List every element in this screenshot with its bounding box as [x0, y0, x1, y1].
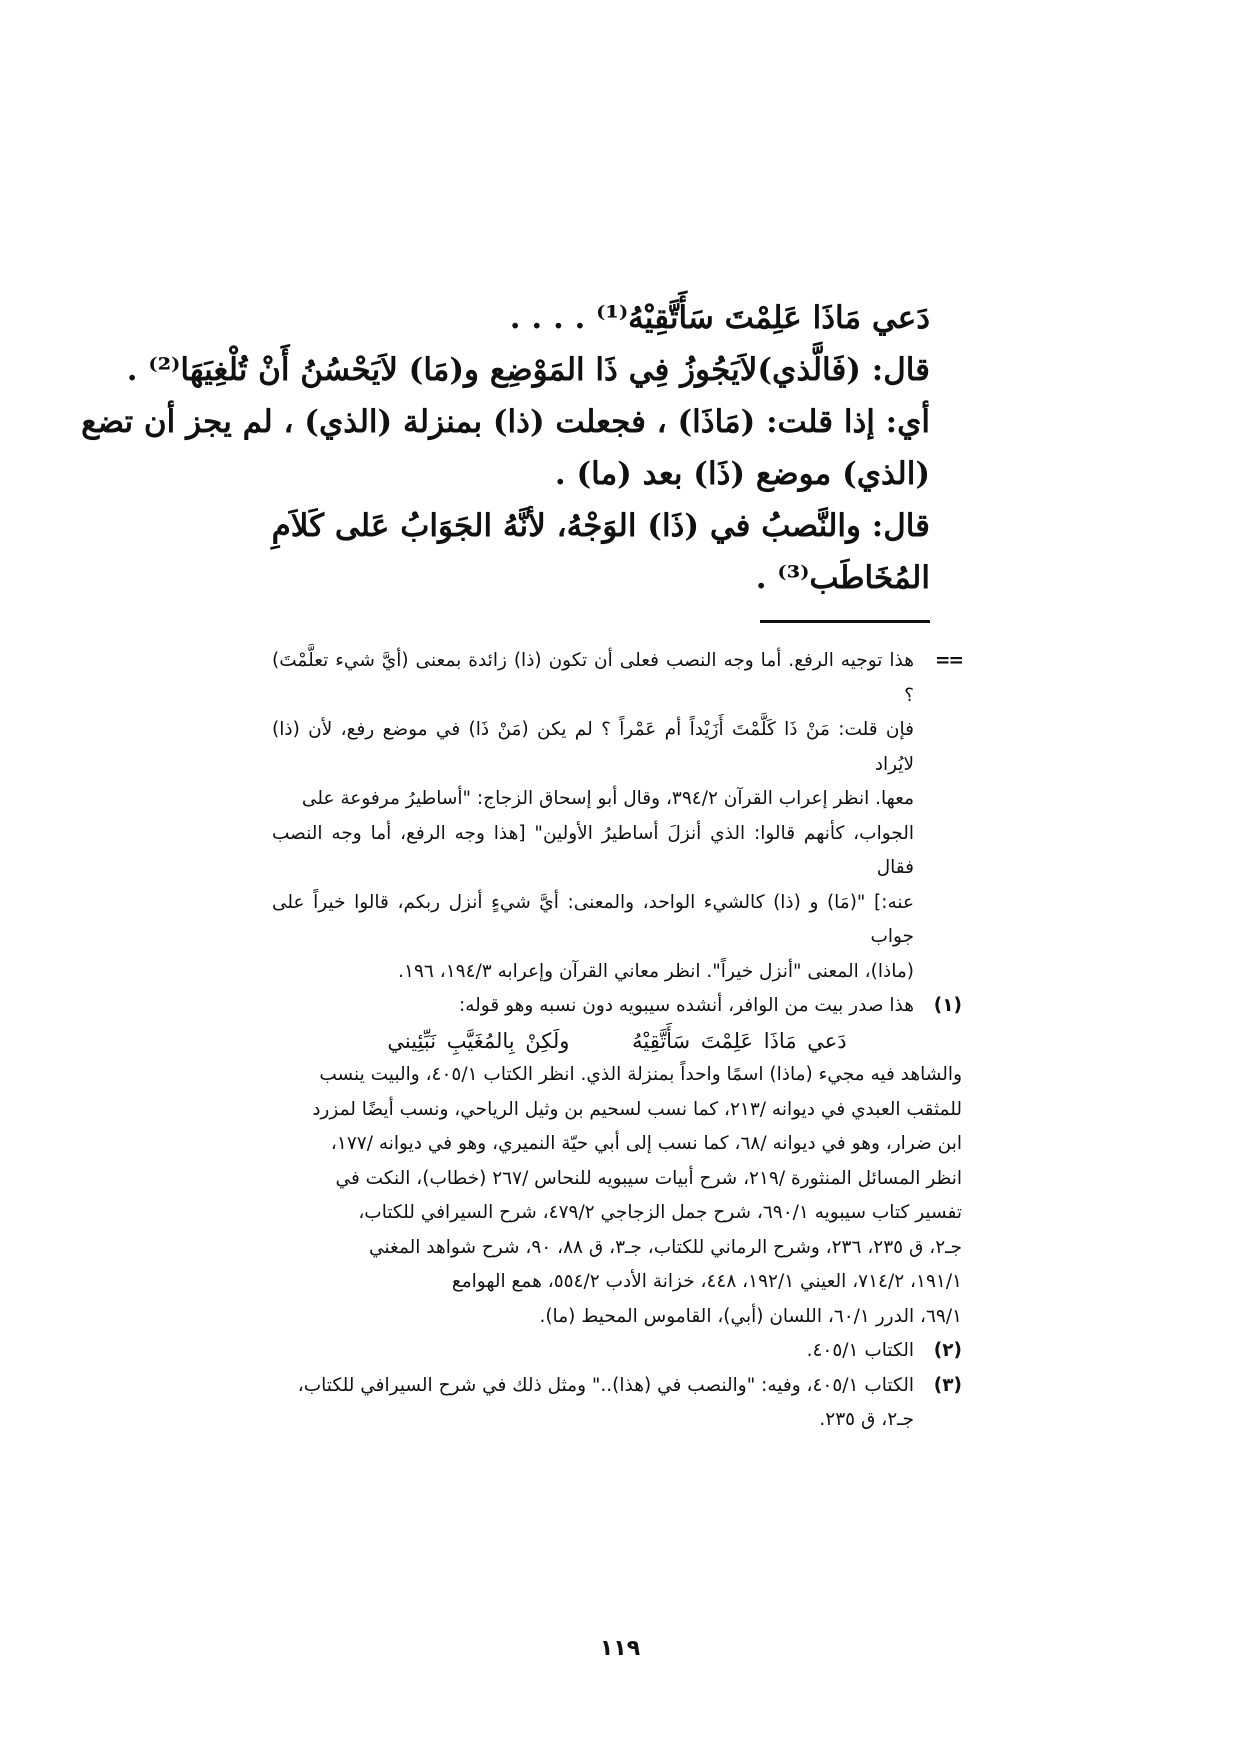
footnote-line: ٦٩/١، الدرر ٦٠/١، اللسان (أبي)، القاموس المحيط (ما). [539, 1305, 962, 1327]
footnote-line: فإن قلت: مَنْ ذَا كَلَّمْتَ أَزَيْداً أم عَمْراً ؟ لم يكن (مَنْ ذَا) في موضع رفع، لأن (ذا) لايُراد [272, 719, 914, 775]
footnotes [272, 644, 962, 1438]
footnote-line: ١٩١/١، ٧١٤/٢، العيني ١٩٢/١، ٤٤٨، خزانة الأدب ٥٥٤/٢، همع الهوامع [451, 1271, 962, 1292]
footnote-line: جـ٢، ق ٢٣٥. [819, 1409, 914, 1430]
footnote-line: الجواب، كأنهم قالوا: الذي أنزلَ أساطيرُ الأولين" [هذا وجه الرفع، أما وجه النصب فقال [272, 822, 914, 878]
footnote-divider [760, 620, 930, 623]
text-line: أي: إذا قلت: (مَاذَا) ، فجعلت (ذا) بمنزلة (الذي) ، لم يجز أن تضع [81, 404, 930, 440]
text-line: (الذي) موضع (ذَا) بعد (ما) . [554, 456, 930, 492]
footnote-continuation [272, 644, 962, 989]
page-number: ١١٩ [599, 1636, 641, 1661]
verse-hemistich-2: ولَكِنْ بِالمُغَيَّبِ نَبِّئِيني [387, 1028, 570, 1053]
footnote-number: (٢) [933, 1340, 962, 1361]
footnote-line: عنه:] "(مَا) و (ذا) كالشيء الواحد، والمعنى: أيَّ شيءٍ أنزل ربكم، قالوا خيراً على جواب [272, 891, 914, 947]
footnote-1 [272, 989, 962, 1334]
footnote-line: الكتاب ٤٠٥/١، وفيه: "والنصب في (هذا).." ومثل ذلك في شرح السيرافي للكتاب، [297, 1374, 914, 1396]
footnote-line: معها. انظر إعراب القرآن ٣٩٤/٢، وقال أبو إسحاق الزجاج: "أساطيرُ مرفوعة على [301, 788, 914, 809]
footnote-line: والشاهد فيه مجيء (ماذا) اسمًا واحداً بمنزلة الذي. انظر الكتاب ٤٠٥/١، والبيت ينسب [319, 1064, 962, 1085]
footnote-line: هذا صدر بيت من الوافر، أنشده سيبويه دون نسبه وهو قوله: [459, 995, 914, 1016]
footnote-number: (٣) [933, 1374, 962, 1396]
text-line: المُخَاطَب⁽³⁾ . [755, 560, 930, 596]
footnote-2 [272, 1334, 962, 1369]
footnote-line: ابن ضرار، وهو في ديوانه /٦٨، كما نسب إلى أبي حيّة النميري، وهو في ديوانه /١٧٧، [330, 1133, 962, 1154]
footnote-line: تفسير كتاب سيبويه ٦٩٠/١، شرح جمل الزجاجي ٤٧٩/٢، شرح السيرافي للكتاب، [358, 1202, 962, 1223]
footnote-line: انظر المسائل المنثورة /٢١٩، شرح أبيات سيبويه للنحاس /٢٦٧ (خطاب)، النكت في [335, 1167, 962, 1189]
footnote-line: جـ٢، ق ٢٣٥، ٢٣٦، وشرح الرماني للكتاب، جـ٣، ق ٨٨، ٩٠، شرح شواهد المغني [369, 1236, 962, 1258]
footnote-line: الكتاب ٤٠٥/١. [806, 1340, 914, 1361]
verse-hemistich-1: دَعي مَاذَا عَلِمْتَ سَأَتَّقِيْهُ [632, 1028, 847, 1053]
footnote-verse [272, 1024, 962, 1059]
main-text [81, 292, 930, 604]
footnote-number: (١) [933, 995, 962, 1016]
continuation-mark: == [934, 650, 962, 671]
footnote-3 [272, 1369, 962, 1438]
footnote-line: (ماذا)، المعنى "أنزل خيراً". انظر معاني القرآن وإعرابه ١٩٤/٣، ١٩٦. [398, 960, 914, 982]
footnote-line: للمثقب العبدي في ديوانه /٢١٣، كما نسب لسحيم بن وثيل الرياحي، ونسب أيضًا لمزرد [312, 1098, 962, 1120]
text-line: قال: (فَالَّذي)لاَيَجُوزُ فِي ذَا المَوْضِع و(مَا) لاَيَحْسُنُ أَنْ تُلْغِيَهَا⁽²⁾ . [126, 352, 930, 388]
text-line: قال: والنَّصبُ في (ذَا) الوَجْهُ، لأنَّهُ الجَوَابُ عَلى كَلاَمِ [271, 508, 930, 544]
footnote-line: هذا توجيه الرفع. أما وجه النصب فعلى أن تكون (ذا) زائدة بمعنى (أيَّ شيء تعلَّمْتَ) ؟ [272, 650, 914, 706]
verse-quote-line: دَعي مَاذَا عَلِمْتَ سَأَتَّقِيْهُ⁽¹⁾ . . . . [509, 300, 930, 336]
